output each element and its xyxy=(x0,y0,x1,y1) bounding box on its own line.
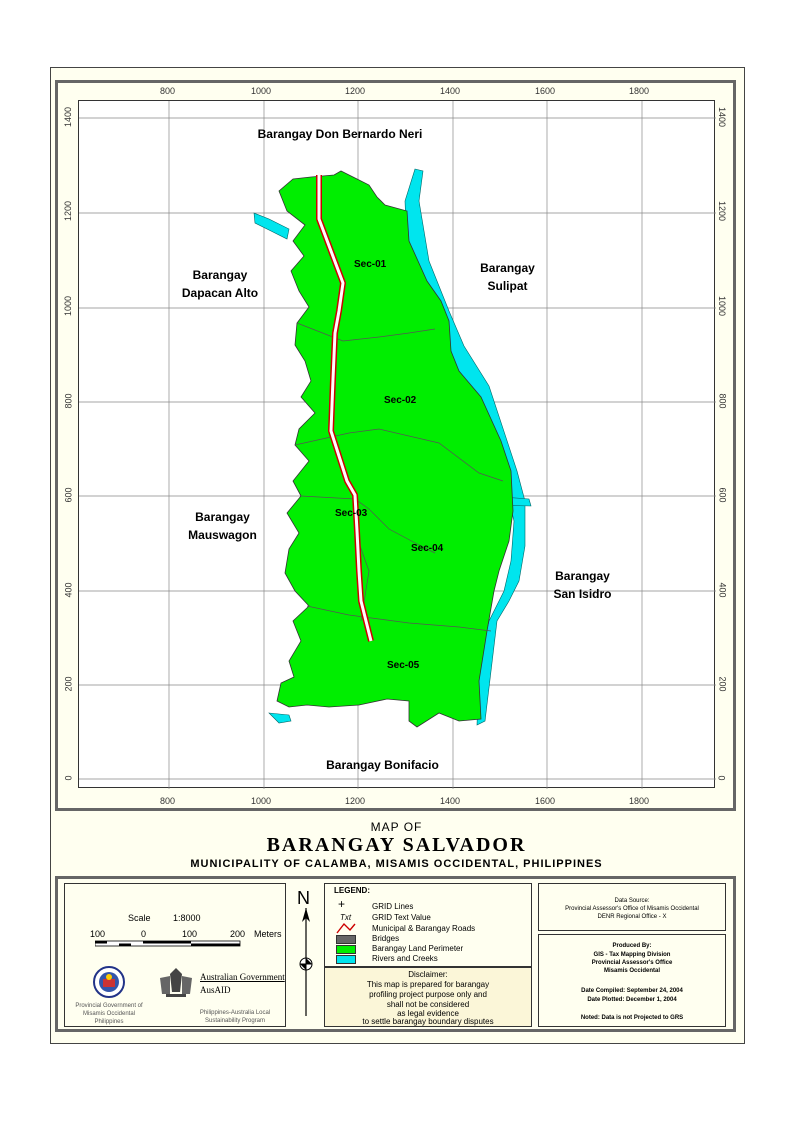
y-tick-left: 1400 xyxy=(63,106,74,128)
produced-line: Misamis Occidental xyxy=(603,968,661,974)
barangay-land xyxy=(277,171,513,727)
label-east2-line2: San Isidro xyxy=(553,587,612,601)
y-tick-left: 400 xyxy=(63,582,74,598)
disclaimer-line: to settle barangay boundary disputes xyxy=(362,1017,494,1026)
legend-label: Rivers and Creeks xyxy=(372,954,438,963)
source-line: DENR Regional Office - X xyxy=(597,914,667,920)
label-east1-line2: Sulipat xyxy=(487,279,528,293)
scale-label: Scale xyxy=(128,913,151,923)
x-tick-bottom: 1800 xyxy=(629,796,650,806)
label-west2-line2: Mauswagon xyxy=(188,528,257,542)
y-tick-left: 200 xyxy=(63,676,74,692)
date-compiled: Date Compiled: September 24, 2004 xyxy=(581,988,683,994)
disclaimer-line: as legal evidence xyxy=(397,1009,459,1018)
date-plotted: Date Plotted: December 1, 2004 xyxy=(587,997,677,1003)
scale-tick: 0 xyxy=(141,929,147,939)
y-tick-right: 600 xyxy=(717,487,728,503)
x-tick-bottom: 1200 xyxy=(345,796,366,806)
x-tick-top: 1000 xyxy=(251,86,272,96)
map-svg xyxy=(79,101,716,789)
section-label: Sec-05 xyxy=(387,660,420,671)
legend-label: Barangay Land Perimeter xyxy=(372,944,464,953)
x-tick-top: 1200 xyxy=(345,86,366,96)
produced-title: Produced By: xyxy=(612,943,652,949)
y-tick-left: 1000 xyxy=(63,295,74,317)
legend-label: Municipal & Barangay Roads xyxy=(372,924,476,933)
label-east1-line1: Barangay xyxy=(480,261,535,275)
projection-note: Noted: Data is not Projected to GRS xyxy=(580,1015,684,1021)
source-line: Provincial Assessor's Office of Misamis Occidental xyxy=(565,906,699,912)
legend-bridge-swatch xyxy=(336,935,356,944)
legend-river-swatch xyxy=(336,955,356,964)
section-label: Sec-04 xyxy=(411,543,444,554)
label-east2-line1: Barangay xyxy=(555,569,610,583)
title-line1: MAP OF xyxy=(370,820,423,834)
x-tick-bottom: 1000 xyxy=(251,796,272,806)
scale-tick: 100 xyxy=(182,929,198,939)
scale-unit: Meters xyxy=(254,929,282,939)
map-canvas xyxy=(78,100,715,788)
provincial-seal-icon xyxy=(92,965,126,999)
legend-land-swatch xyxy=(336,945,356,954)
legend-symbol-grid: + xyxy=(338,897,346,911)
north-label: N xyxy=(297,888,310,908)
y-tick-right: 1000 xyxy=(717,295,728,317)
y-tick-right: 400 xyxy=(717,582,728,598)
x-tick-bottom: 1600 xyxy=(535,796,556,806)
australia-crest-icon xyxy=(156,964,196,1000)
y-tick-right: 1400 xyxy=(717,106,728,128)
legend-label: Bridges xyxy=(372,934,400,943)
y-tick-left: 0 xyxy=(63,775,74,781)
x-tick-top: 1400 xyxy=(440,86,461,96)
north-arrow-icon xyxy=(294,908,318,1018)
legend-symbol-text: Txt xyxy=(340,913,352,922)
legend-road-icon xyxy=(336,922,356,934)
source-title: Data Source: xyxy=(614,898,650,904)
program-caption: Philippines-Australia Local Sustainability Program xyxy=(199,1010,271,1024)
label-west2-line1: Barangay xyxy=(195,510,250,524)
label-west1-line1: Barangay xyxy=(192,268,248,282)
scale-bar xyxy=(95,940,245,948)
legend-label: GRID Lines xyxy=(372,902,414,911)
disclaimer-line: shall not be considered xyxy=(386,1000,470,1009)
label-west1-line2: Dapacan Alto xyxy=(181,286,259,300)
produced-line: Provincial Assessor's Office xyxy=(591,960,673,966)
x-tick-bottom: 800 xyxy=(160,796,176,806)
y-tick-right: 0 xyxy=(716,775,727,781)
x-tick-top: 1600 xyxy=(535,86,556,96)
y-tick-right: 800 xyxy=(717,393,728,409)
scale-tick: 100 xyxy=(90,929,106,939)
label-north: Barangay Don Bernardo Neri xyxy=(257,127,423,141)
section-label: Sec-03 xyxy=(335,508,368,519)
scale-tick: 200 xyxy=(230,929,246,939)
scale-ratio: 1:8000 xyxy=(173,913,201,923)
disclaimer-line: profiling project purpose only and xyxy=(369,990,487,999)
aus-gov-text: Australian Government xyxy=(200,972,285,982)
y-tick-left: 800 xyxy=(63,393,74,409)
title-subtitle: MUNICIPALITY OF CALAMBA, MISAMIS OCCIDENTAL, PHILIPPINES xyxy=(190,858,603,870)
y-tick-left: 600 xyxy=(63,487,74,503)
label-south: Barangay Bonifacio xyxy=(326,758,439,772)
y-tick-right: 1200 xyxy=(717,200,728,222)
x-tick-top: 1800 xyxy=(629,86,650,96)
disclaimer-line: This map is prepared for barangay xyxy=(366,980,490,989)
produced-line: GIS - Tax Mapping Division xyxy=(593,952,671,958)
map-title: BARANGAY SALVADOR xyxy=(266,834,527,856)
ausaid-text: AusAID xyxy=(200,985,231,995)
x-tick-top: 800 xyxy=(160,86,176,96)
y-tick-left: 1200 xyxy=(63,200,74,222)
x-tick-bottom: 1400 xyxy=(440,796,461,806)
legend-title: LEGEND: xyxy=(334,886,370,895)
disclaimer-title: Disclaimer: xyxy=(408,970,448,979)
section-label: Sec-02 xyxy=(384,395,417,406)
provincial-caption: Provincial Government of Misamis Occidental Philippines xyxy=(75,1003,143,1025)
y-tick-right: 200 xyxy=(717,676,728,692)
legend-label: GRID Text Value xyxy=(372,913,431,922)
section-label: Sec-01 xyxy=(354,259,387,270)
